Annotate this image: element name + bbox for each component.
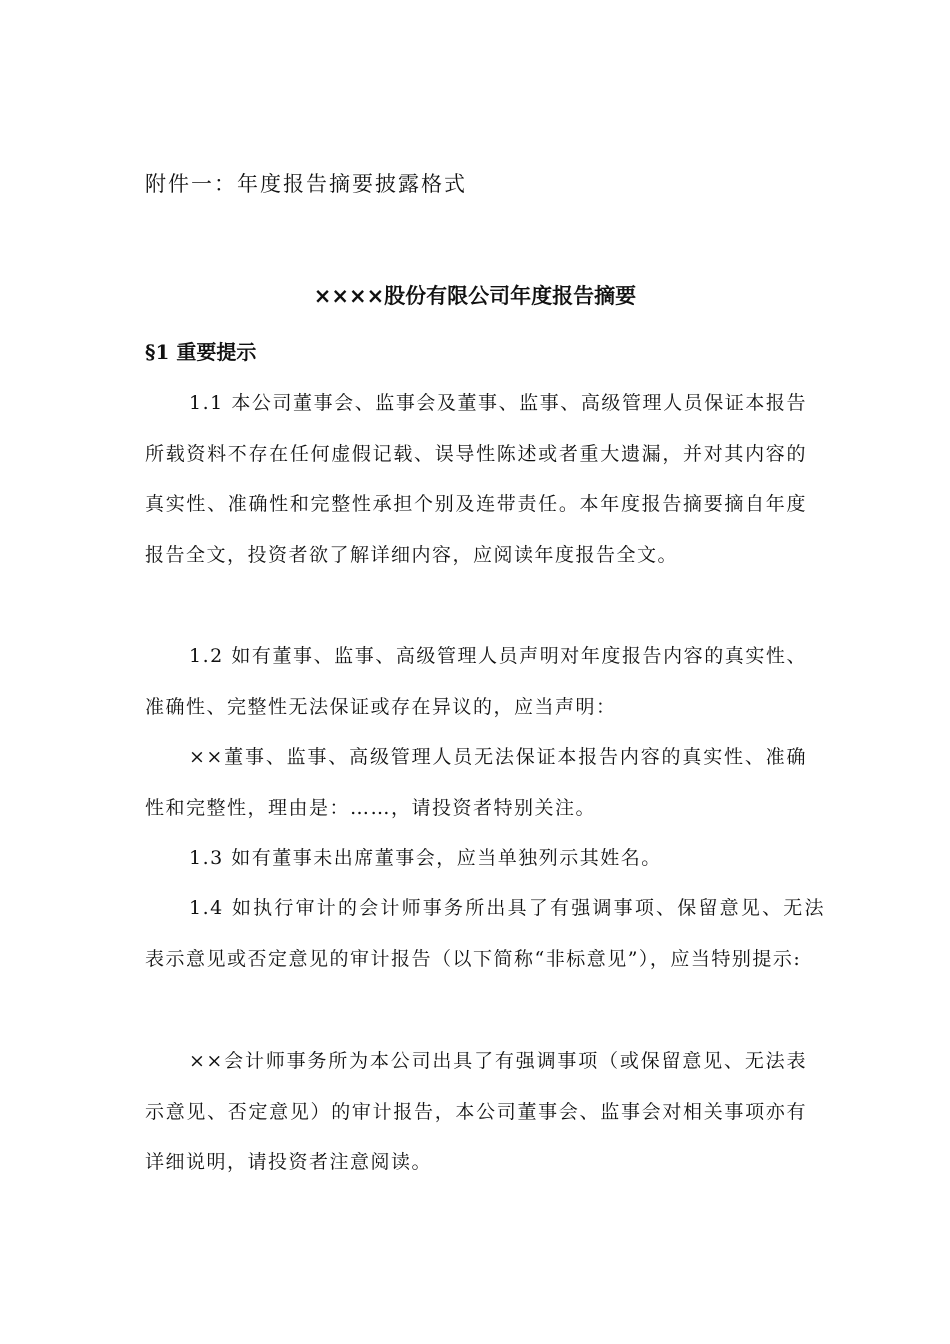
paragraph-1-2: 1.2 如有董事、监事、高级管理人员声明对年度报告内容的真实性、准确性、完整性无法保证或存在异议的，应当声明：: [145, 645, 807, 718]
section-heading: §1 重要提示: [145, 340, 257, 364]
paragraph-1-1: 1.1 本公司董事会、监事会及董事、监事、高级管理人员保证本报告所载资料不存在任何虚假记载、误导性陈述或者重大遗漏，并对其内容的真实性、准确性和完整性承担个别及连带责任。本年度报告摘要摘自年度报告全文，投资者欲了解详细内容，应阅读年度报告全文。: [145, 392, 807, 566]
document-title: ××××股份有限公司年度报告摘要: [313, 284, 637, 308]
paragraph-1-3: 1.3 如有董事未出席董事会，应当单独列示其姓名。: [189, 847, 662, 869]
attachment-label: 附件一：年度报告摘要披露格式: [145, 172, 467, 196]
paragraph-1-4-statement: ××会计师事务所为本公司出具了有强调事项（或保留意见、无法表示意见、否定意见）的审计报告，本公司董事会、监事会对相关事项亦有详细说明，请投资者注意阅读。: [145, 1050, 807, 1174]
paragraph-1-2-statement: ××董事、监事、高级管理人员无法保证本报告内容的真实性、准确性和完整性，理由是：……，请投资者特别关注。: [145, 746, 807, 819]
paragraph-1-4: 1.4 如执行审计的会计师事务所出具了有强调事项、保留意见、无法表示意见或否定意见的审计报告（以下简称“非标意见”），应当特别提示:: [145, 897, 825, 970]
